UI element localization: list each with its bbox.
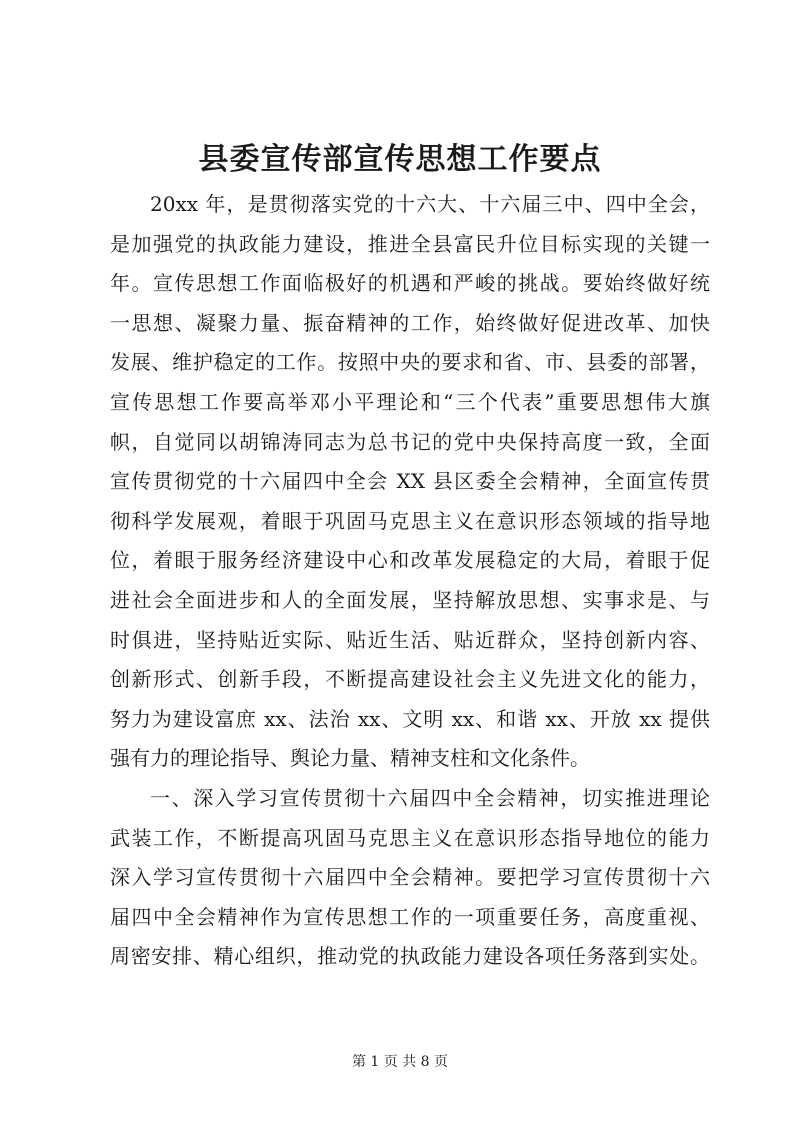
paragraph-1 <box>110 185 710 779</box>
text-line: 深入学习宣传贯彻十六届四中全会精神。要把学习宣传贯彻十六 <box>110 865 710 890</box>
text-line: 宣传贯彻党的十六届四中全会 XX 县区委全会精神，全面宣传贯 <box>110 469 710 494</box>
text-line: 强有力的理论指导、舆论力量、精神支柱和文化条件。 <box>110 746 590 771</box>
text-line: 年。宣传思想工作面临极好的机遇和严峻的挑战。要始终做好统 <box>110 271 710 296</box>
text-line: 周密安排、精心组织，推动党的执政能力建设各项任务落到实处。 <box>110 944 710 969</box>
page-number-footer: 第 1 页 共 8 页 <box>351 1054 449 1070</box>
text-line: 一思想、凝聚力量、振奋精神的工作，始终做好促进改革、加快 <box>110 310 710 335</box>
text-line: 届四中全会精神作为宣传思想工作的一项重要任务，高度重视、 <box>110 904 710 929</box>
document-title: 县委宣传部宣传思想工作要点 <box>198 142 602 177</box>
text-line: 时俱进，坚持贴近实际、贴近生活、贴近群众，坚持创新内容、 <box>110 627 710 652</box>
text-line: 武装工作，不断提高巩固马克思主义在意识形态指导地位的能力 <box>110 825 710 850</box>
text-line: 发展、维护稳定的工作。按照中央的要求和省、市、县委的部署， <box>110 350 710 375</box>
text-line: 彻科学发展观，着眼于巩固马克思主义在意识形态领域的指导地 <box>110 508 710 533</box>
text-line: 进社会全面进步和人的全面发展，坚持解放思想、实事求是、与 <box>110 587 710 612</box>
text-line: 宣传思想工作要高举邓小平理论和“三个代表”重要思想伟大旗 <box>110 389 710 414</box>
text-line: 努力为建设富庶 xx、法治 xx、文明 xx、和谐 xx、开放 xx 提供 <box>110 706 710 731</box>
text-line: 是加强党的执政能力建设，推进全县富民升位目标实现的关键一 <box>110 231 710 256</box>
text-line: 一、深入学习宣传贯彻十六届四中全会精神，切实推进理论 <box>150 785 710 810</box>
text-line: 帜，自觉同以胡锦涛同志为总书记的党中央保持高度一致，全面 <box>110 429 710 454</box>
document-body <box>110 185 710 977</box>
paragraph-2 <box>110 779 710 977</box>
text-line: 创新形式、创新手段，不断提高建设社会主义先进文化的能力， <box>110 667 710 692</box>
text-line: 20xx 年，是贯彻落实党的十六大、十六届三中、四中全会， <box>150 192 710 216</box>
text-line: 位，着眼于服务经济建设中心和改革发展稳定的大局，着眼于促 <box>110 548 710 573</box>
